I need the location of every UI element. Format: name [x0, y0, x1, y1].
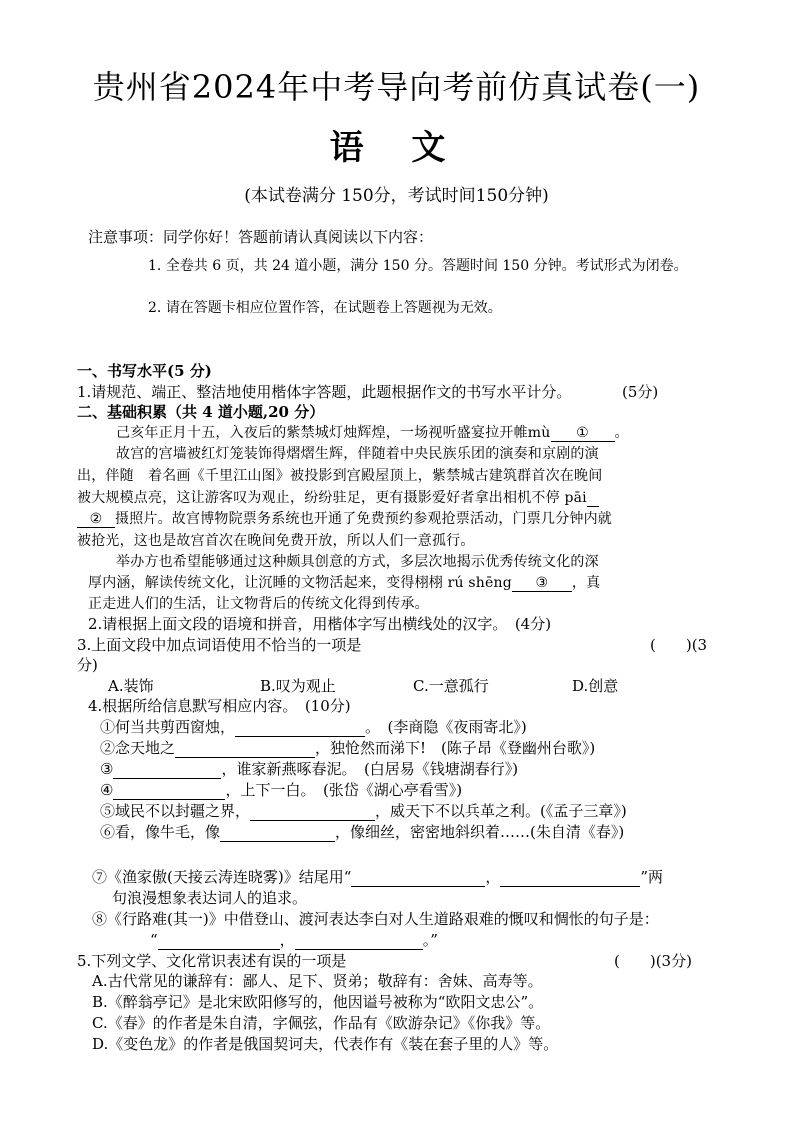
answer-blank[interactable]	[351, 870, 485, 887]
answer-blank[interactable]	[113, 762, 221, 779]
blank-1[interactable]: ①	[551, 425, 615, 442]
exam-title: 贵州省2024年中考导向考前仿真试卷(一)	[92, 68, 701, 106]
q5-option-b: B.《醉翁亭记》是北宋欧阳修写的，他因谥号被称为“欧阳文忠公”。	[92, 993, 544, 1011]
q3-option-c: C.一意孤行	[413, 677, 489, 695]
passage-line-6: 被抢光，这也是故宫首次在晚间免费开放，所以人们一意孤行。	[77, 533, 475, 549]
q5-option-a: A.古代常见的谦辞有：鄙人、足下、贤弟；敬辞有：舍妹、高寿等。	[92, 972, 543, 990]
section1-heading: 一、书写水平(5 分)	[77, 362, 212, 380]
question-5-paren: ( )(3分)	[614, 952, 692, 970]
notice-item-1: 1. 全卷共 6 页，共 24 道小题，满分 150 分。答题时间 150 分钟。考试形式为闭卷。	[148, 258, 688, 274]
question-2: 2.请根据上面文段的语境和拼音，用楷体字写出横线处的汉字。 (4分)	[88, 615, 552, 633]
passage-line-1: 己亥年正月十五，入夜后的紫禁城灯烛辉煌，一场视听盛宴拉开帷mù ① 。	[116, 425, 629, 441]
question-5: 5.下列文学、文化常识表述有误的一项是	[77, 952, 347, 970]
q5-option-c: C.《春》的作者是朱自清，字佩弦，作品有《欧游杂记》《你我》等。	[92, 1014, 551, 1032]
passage-line-3: 出，伴随 着名画《千里江山图》被投影到宫殿屋顶上，紫禁城古建筑群首次在晚间	[77, 468, 603, 484]
answer-blank[interactable]	[500, 870, 640, 887]
notice-heading: 注意事项：同学你好！答题前请认真阅读以下内容：	[88, 228, 434, 246]
question-1-score: (5分)	[622, 383, 659, 401]
passage-line-8: 厚内涵，解读传统文化，让沉睡的文物活起来，变得栩栩 rú shēng ③ ，真	[88, 575, 601, 591]
q4-item-8-answer: “ ， 。”	[150, 931, 438, 949]
question-4: 4.根据所给信息默写相应内容。 (10分)	[88, 697, 351, 715]
passage-line-7: 举办方也希望能够通过这种颇具创意的方式，多层次地揭示优秀传统文化的深	[116, 554, 599, 570]
q5-option-d: D.《变色龙》的作者是俄国契诃夫，代表作有《装在套子里的人》等。	[92, 1035, 559, 1053]
q4-item-7: ⑦《渔家傲(天接云涛连晓雾)》结尾用“ ， ”两	[92, 868, 664, 886]
q4-item-5: ⑤域民不以封疆之界， ，威天下不以兵革之利。(《孟子三章》)	[100, 802, 627, 820]
notice-item-2: 2. 请在答题卡相应位置作答，在试题卷上答题视为无效。	[148, 300, 502, 316]
answer-blank[interactable]	[220, 825, 335, 842]
question-1: 1.请规范、端正、整洁地使用楷体字答题，此题根据作文的书写水平计分。	[77, 383, 572, 401]
exam-meta: (本试卷满分 150分，考试时间150分钟)	[244, 186, 549, 206]
passage-line-5: ② 摄照片。故宫博物院票务系统也开通了免费预约参观抢票活动，门票几分钟内就	[77, 508, 612, 528]
q4-item-4: ④ ，上下一白。 (张岱《湖心亭看雪》)	[100, 781, 463, 799]
q3-option-b: B.叹为观止	[260, 677, 336, 695]
answer-blank[interactable]	[113, 783, 225, 800]
answer-blank[interactable]	[158, 933, 280, 950]
q4-item-3: ③ ，谁家新燕啄春泥。 (白居易《钱塘湖春行》)	[100, 760, 519, 778]
question-3-tail: 分)	[77, 656, 98, 674]
passage-line-2: 故宫的宫墙被红灯笼装饰得熠熠生辉，伴随着中央民族乐团的演奏和京剧的演	[116, 446, 599, 462]
q4-item-6: ⑥看，像牛毛，像 ，像细丝，密密地斜织着……(朱自清《春》)	[100, 823, 625, 841]
passage-line-4: 被大规模点亮，这让游客叹为观止，纷纷驻足，更有摄影爱好者拿出相机不停 pāi	[77, 487, 599, 507]
section2-heading: 二、基础积累（共 4 道小题,20 分）	[77, 403, 325, 421]
answer-blank[interactable]	[175, 741, 315, 758]
answer-blank[interactable]	[295, 933, 423, 950]
q3-option-d: D.创意	[572, 677, 619, 695]
q4-item-1: ①何当共剪西窗烛， 。 (李商隐《夜雨寄北》)	[100, 718, 527, 736]
q4-item-2: ②念天地之 ，独怆然而涕下! (陈子昂《登幽州台歌》)	[100, 739, 596, 757]
q3-option-a: A.装饰	[108, 677, 154, 695]
blank-3[interactable]: ③	[512, 575, 572, 592]
q4-item-7-cont: 句浪漫想象表达词人的追求。	[112, 889, 308, 907]
q4-item-8: ⑧《行路难(其一)》中借登山、渡河表达李白对人生道路艰难的慨叹和惆怅的句子是：	[92, 910, 659, 928]
subject-title: 语 文	[329, 128, 464, 168]
question-3-paren: ( )(3	[650, 636, 708, 654]
answer-blank[interactable]	[250, 804, 375, 821]
question-3: 3.上面文段中加点词语使用不恰当的一项是	[77, 636, 362, 654]
blank-2[interactable]: ②	[77, 511, 115, 528]
passage-line-9: 正走进人们的生活，让文物背后的传统文化得到传承。	[88, 596, 429, 612]
answer-blank[interactable]	[235, 720, 365, 737]
